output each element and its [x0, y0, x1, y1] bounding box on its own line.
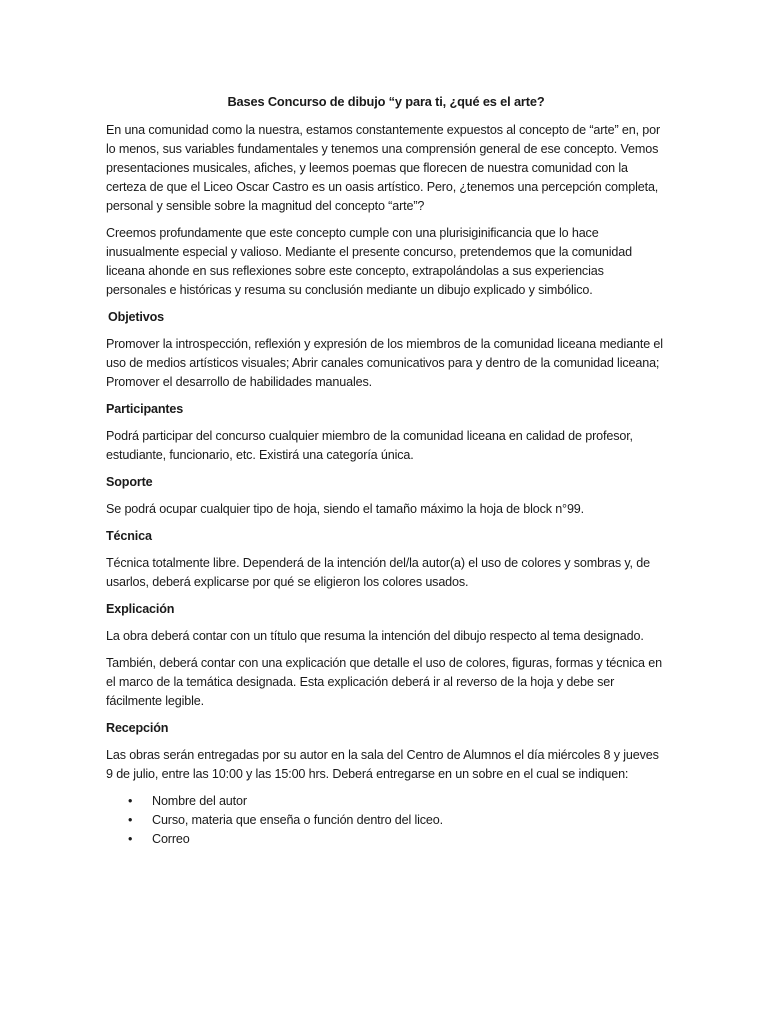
recepcion-heading: Recepción [106, 721, 169, 735]
intro-paragraph-1: En una comunidad como la nuestra, estamos constantemente expuestos al concepto de “arte” en, por lo menos, sus variables fundamentales y tenemos una comprensión general de ese concepto. Vemos presentaciones musicales, afiches, y leemos poemas que florecen de nuestra comunidad con la certeza de que el Liceo Oscar Castro es un oasis artístico. Pero, ¿tenemos una percepción completa, personal y sensible sobre la magnitud del concepto “arte”? [106, 123, 661, 213]
tecnica-text: Técnica totalmente libre. Dependerá de la intención del/la autor(a) el uso de colores y sombras y, de usarlos, deberá explicarse por qué se eligieron los colores usados. [106, 556, 650, 589]
list-item-text: Curso, materia que enseña o función dentro del liceo. [152, 813, 443, 827]
list-item [106, 811, 666, 830]
list-item-text: Correo [152, 832, 190, 846]
objetivos-text: Promover la introspección, reflexión y expresión de los miembros de la comunidad liceana mediante el uso de medios artísticos visuales; Abrir canales comunicativos para y dentro de la comunidad liceana; Promover el desarrollo de habilidades manuales. [106, 337, 663, 389]
recepcion-list [106, 792, 666, 849]
bullet-icon: • [128, 794, 133, 808]
explicacion-text-2: También, deberá contar con una explicación que detalle el uso de colores, figuras, formas y técnica en el marco de la temática designada. Esta explicación deberá ir al reverso de la hoja y debe ser fácilmente legible. [106, 656, 662, 708]
document-page [106, 92, 666, 849]
list-item-text: Nombre del autor [152, 794, 247, 808]
explicacion-text-1: La obra deberá contar con un título que resuma la intención del dibujo respecto al tema designado. [106, 629, 644, 643]
explicacion-heading: Explicación [106, 602, 175, 616]
soporte-text: Se podrá ocupar cualquier tipo de hoja, siendo el tamaño máximo la hoja de block n°99. [106, 502, 585, 516]
recepcion-text: Las obras serán entregadas por su autor en la sala del Centro de Alumnos el día miércoles 8 y jueves 9 de julio, entre las 10:00 y las 15:00 hrs. Deberá entregarse en un sobre en el cual se indiquen: [106, 748, 659, 781]
objetivos-heading: Objetivos [108, 310, 165, 324]
list-item [106, 792, 666, 811]
participantes-heading: Participantes [106, 402, 184, 416]
document-title: Bases Concurso de dibujo “y para ti, ¿qué es el arte? [227, 94, 545, 109]
intro-paragraph-2: Creemos profundamente que este concepto cumple con una plurisiginificancia que lo hace inusualmente especial y valioso. Mediante el presente concurso, pretendemos que la comunidad liceana ahonde en sus reflexiones sobre este concepto, extrapolándolas a sus experiencias personales e históricas y resuma su conclusión mediante un dibujo explicado y simbólico. [106, 226, 632, 297]
bullet-icon: • [128, 832, 133, 846]
bullet-icon: • [128, 813, 133, 827]
participantes-text: Podrá participar del concurso cualquier miembro de la comunidad liceana en calidad de profesor, estudiante, funcionario, etc. Existirá una categoría única. [106, 429, 633, 462]
soporte-heading: Soporte [106, 475, 153, 489]
list-item [106, 830, 666, 849]
tecnica-heading: Técnica [106, 529, 152, 543]
